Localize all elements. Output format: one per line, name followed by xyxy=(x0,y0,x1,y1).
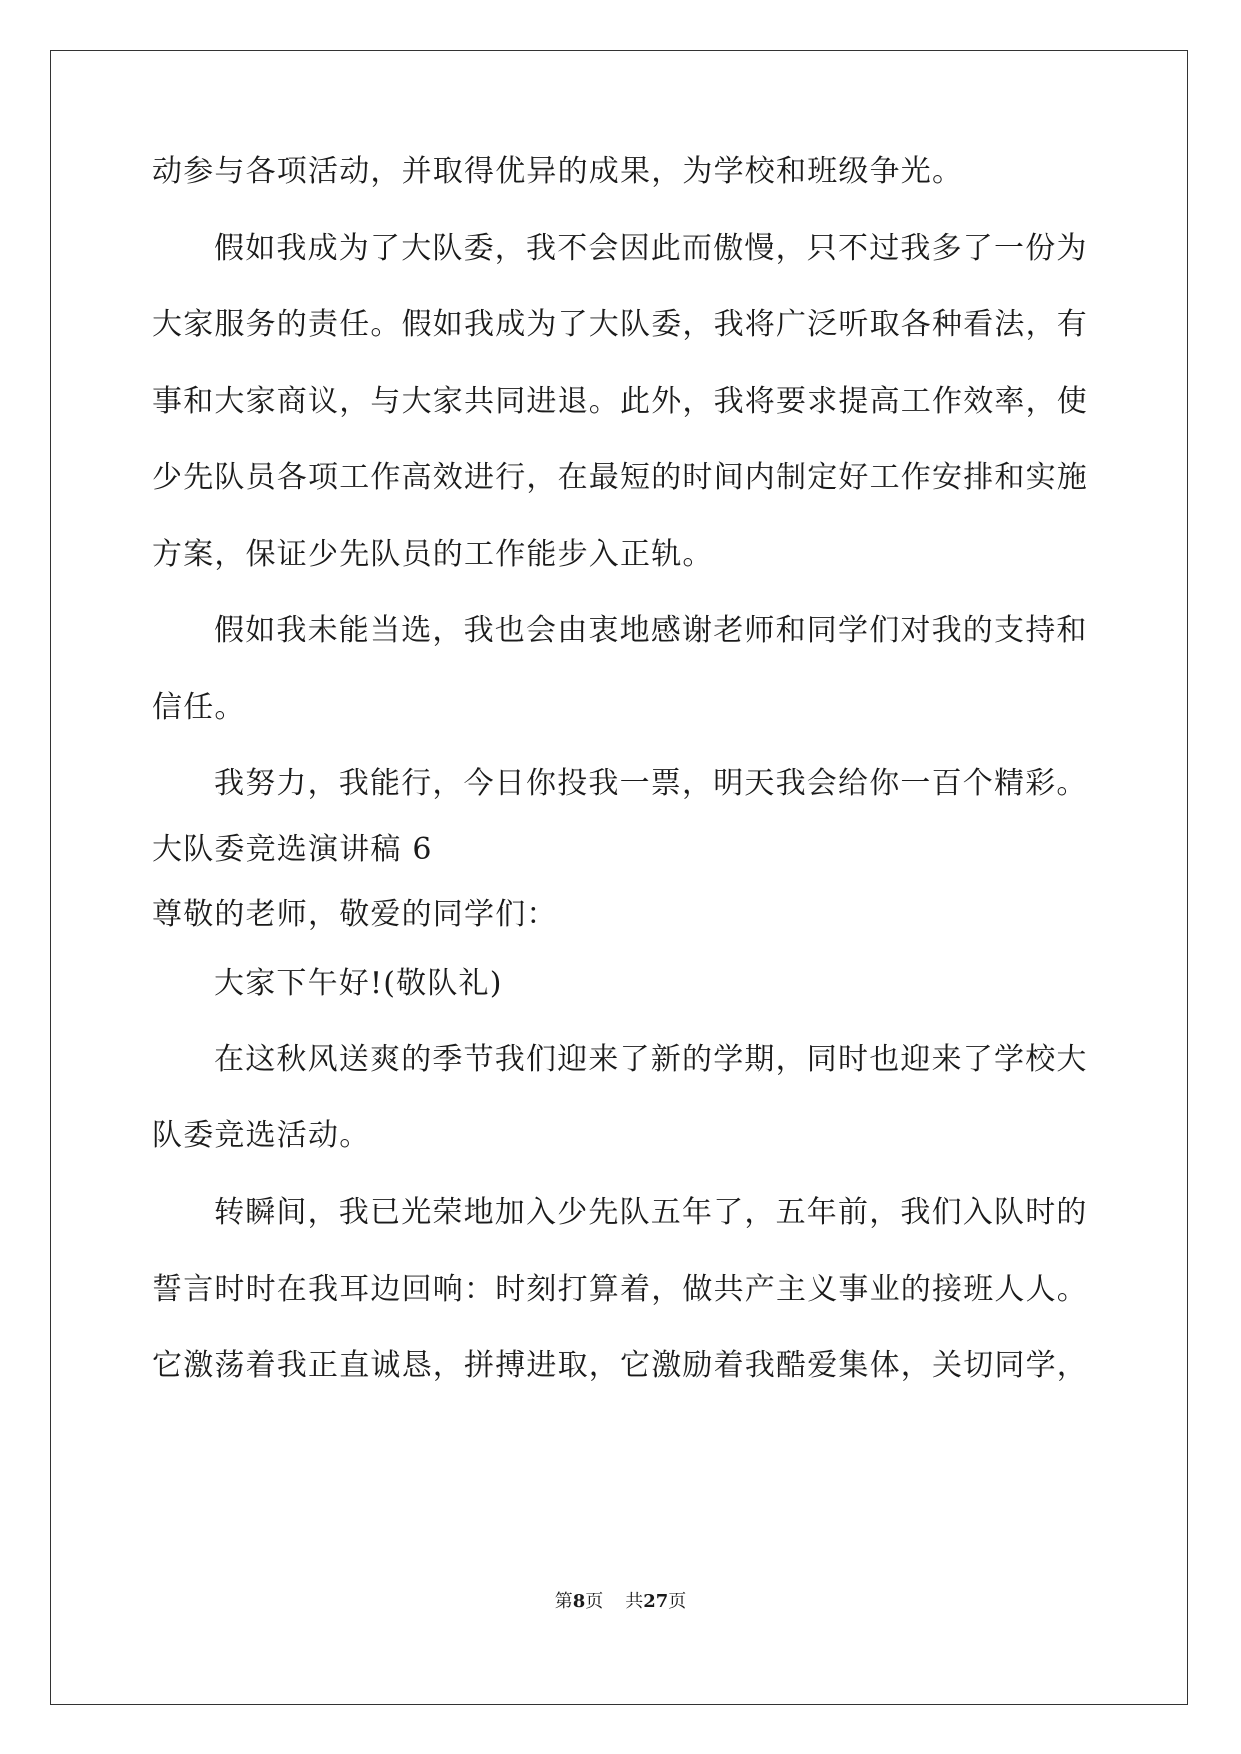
total-pages: 27 xyxy=(643,1591,669,1612)
body-line-9: 我努力，我能行，今日你投我一票，明天我会给你一百个精彩。 xyxy=(214,766,1088,801)
greeting: 大家下午好!(敬队礼) xyxy=(214,966,503,1001)
total-prefix: 共 xyxy=(625,1591,644,1612)
body-line-8: 信任。 xyxy=(152,690,246,725)
total-suffix: 页 xyxy=(668,1591,687,1612)
body-line-7: 假如我未能当选，我也会由衷地感谢老师和同学们对我的支持和 xyxy=(214,613,1088,648)
body-line-5: 少先队员各项工作高效进行，在最短的时间内制定好工作安排和实施 xyxy=(152,460,1088,495)
page-prefix: 第 xyxy=(554,1591,573,1612)
salutation: 尊敬的老师，敬爱的同学们： xyxy=(152,897,558,932)
body-line-2: 假如我成为了大队委，我不会因此而傲慢，只不过我多了一份为 xyxy=(214,231,1088,266)
page-number: 8 xyxy=(572,1591,586,1612)
body-line-13: 在这秋风送爽的季节我们迎来了新的学期，同时也迎来了学校大 xyxy=(214,1042,1088,1077)
body-line-1: 动参与各项活动，并取得优异的成果，为学校和班级争光。 xyxy=(152,154,964,189)
body-line-3: 大家服务的责任。假如我成为了大队委，我将广泛听取各种看法，有 xyxy=(152,307,1088,342)
section-heading: 大队委竞选演讲稿 6 xyxy=(152,832,433,867)
body-line-15: 转瞬间，我已光荣地加入少先队五年了，五年前，我们入队时的 xyxy=(214,1195,1088,1230)
page-suffix: 页 xyxy=(585,1591,604,1612)
body-line-6: 方案，保证少先队员的工作能步入正轨。 xyxy=(152,537,714,572)
body-line-16: 誓言时时在我耳边回响：时刻打算着，做共产主义事业的接班人人。 xyxy=(152,1272,1088,1307)
body-line-4: 事和大家商议，与大家共同进退。此外，我将要求提高工作效率，使 xyxy=(152,384,1088,419)
page-footer xyxy=(0,1590,1241,1614)
body-line-14: 队委竞选活动。 xyxy=(152,1118,371,1153)
body-line-17: 它激荡着我正直诚恳，拼搏进取，它激励着我酷爱集体，关切同学， xyxy=(152,1348,1088,1383)
page-border xyxy=(50,50,1188,1705)
